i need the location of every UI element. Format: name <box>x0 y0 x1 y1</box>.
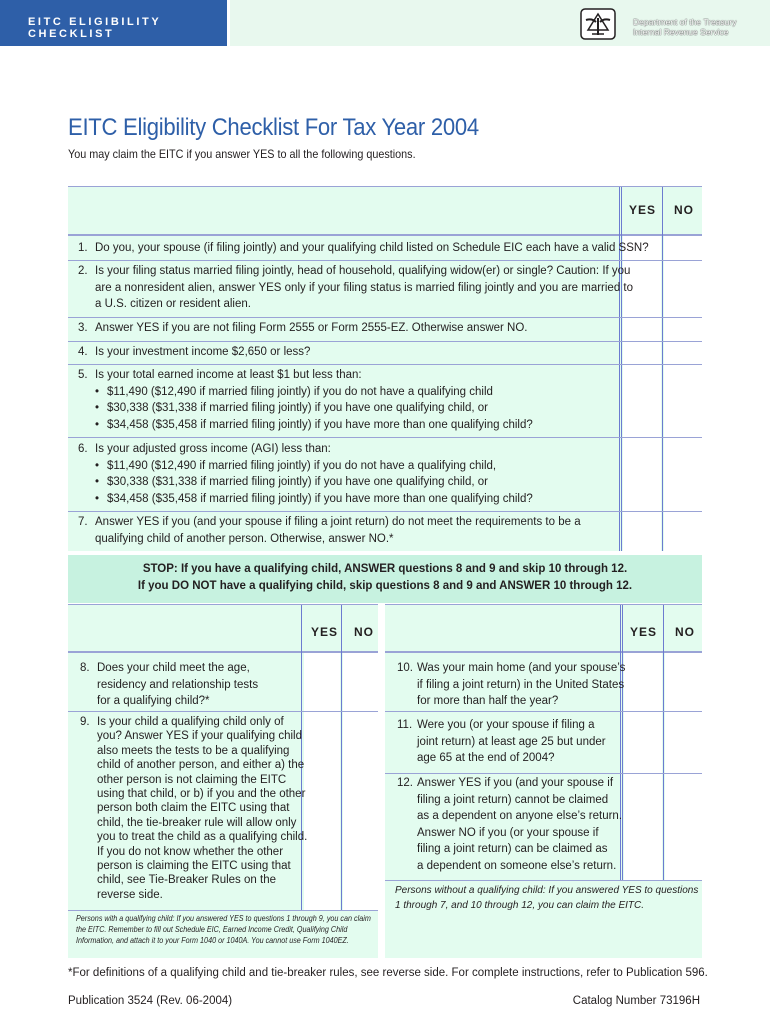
question-text: using that child, or b) if you and the other <box>97 788 306 801</box>
question-text: you? Answer YES if your qualifying child <box>97 730 302 743</box>
question-text: a dependent on someone else’s return. <box>417 859 617 872</box>
row-separator <box>68 317 702 318</box>
question-number: 6. <box>78 443 88 455</box>
question-number: 7. <box>78 516 88 528</box>
question-text: person both claim the EITC using that <box>97 802 290 815</box>
question-number: 11. <box>397 719 413 731</box>
stop-instructions <box>68 555 702 603</box>
question-text: as a dependent on anyone else’s return. <box>417 810 623 822</box>
question-number: 2. <box>78 265 88 277</box>
row-separator <box>68 341 702 342</box>
question-text: you to treat the child as a qualifying child. <box>97 831 308 844</box>
row-separator <box>68 511 702 512</box>
question-text: Is your child a qualifying child only of <box>97 716 284 728</box>
row-separator <box>68 910 378 911</box>
question-text: Do you, your spouse (if filing jointly) and your qualifying child listed on Schedule EIC each have a valid SSN? <box>95 242 649 254</box>
no-answer-column[interactable] <box>343 653 378 910</box>
footnote: *For definitions of a qualifying child and tie-breaker rules, see reverse side. For complete instructions, refer to Publication 596. <box>68 967 708 979</box>
no-column-header: NO <box>674 203 694 217</box>
page-title: EITC Eligibility Checklist For Tax Year 2004 <box>68 114 479 141</box>
note-line: Persons without a qualifying child: If you answered YES to questions <box>395 885 699 896</box>
qualifying-child-note <box>76 913 371 946</box>
right-header-row <box>385 605 702 653</box>
question-text: for a qualifying child?* <box>97 695 210 707</box>
question-text: Does your child meet the age, <box>97 662 250 674</box>
row-separator <box>385 880 702 881</box>
left-header-row <box>68 605 378 653</box>
main-checklist <box>68 186 702 551</box>
publication-number: Publication 3524 (Rev. 06-2004) <box>68 995 233 1007</box>
question-text: child, the tie-breaker rule will allow only <box>97 816 297 829</box>
question-number: 5. <box>78 369 88 381</box>
no-column-divider <box>663 605 664 880</box>
no-qualifying-child-note <box>395 884 698 913</box>
question-number: 9. <box>80 716 90 728</box>
question-text: child, see Tie-Breaker Rules on the <box>97 874 276 887</box>
row-separator <box>68 437 702 438</box>
yes-column-header: YES <box>311 625 339 639</box>
bullet-item: • $11,490 ($12,490 if married filing jointly) if you do not have a qualifying child, <box>95 458 533 475</box>
yes-column-header: YES <box>630 625 658 639</box>
qualifying-child-section <box>68 604 378 958</box>
stop-line-2: If you DO NOT have a qualifying child, skip questions 8 and 9 and ANSWER 10 through 12. <box>137 580 633 592</box>
page-subtitle: You may claim the EITC if you answer YES to all the following questions. <box>68 147 416 161</box>
question-text: for more than half the year? <box>417 695 559 707</box>
question-text: Answer NO if you (or your spouse if <box>417 826 599 839</box>
question-text: If you do not know whether the other <box>97 845 284 858</box>
no-column-divider <box>341 605 342 910</box>
question-text: filing a joint return) cannot be claimed <box>417 793 609 806</box>
header-tab <box>0 0 227 46</box>
question-number: 10. <box>397 662 413 674</box>
question-number: 1. <box>78 242 88 254</box>
question-text: Was your main home (and your spouse’s <box>417 662 626 674</box>
department-name <box>633 17 736 37</box>
row-separator <box>68 260 702 261</box>
question-text: other person is not claiming the EITC <box>97 773 287 786</box>
main-header-row <box>68 187 702 236</box>
question-text: also meets the tests to be a qualifying <box>97 744 290 757</box>
yes-column-header: YES <box>629 203 657 217</box>
no-qualifying-child-section <box>385 604 702 958</box>
no-column-header: NO <box>354 625 374 639</box>
question-text: joint return) at least age 25 but under <box>417 735 606 748</box>
row-separator <box>68 364 702 365</box>
note-line: 1 through 7, and 10 through 12, you can claim the EITC. <box>395 899 645 911</box>
question-number: 8. <box>80 662 90 674</box>
question-text: filing a joint return) can be claimed as <box>417 843 608 855</box>
note-line: Information, and attach it to your Form 1040 or 1040A. You cannot use Form 1040EZ. <box>76 936 349 945</box>
question-text: Answer YES if you (and your spouse if filing a joint return) do not meet the requirements to be a <box>95 516 581 528</box>
question-text: Were you (or your spouse if filing a <box>417 719 595 731</box>
row-separator <box>385 773 702 774</box>
note-line: the EITC. Remember to fill out Schedule EIC, Earned Income Credit, Qualifying Child <box>76 925 348 934</box>
yes-answer-column[interactable] <box>624 653 662 880</box>
question-text: Answer YES if you are not filing Form 2555 or Form 2555-EZ. Otherwise answer NO. <box>95 322 528 334</box>
header-tab-label: EITC ELIGIBILITY CHECKLIST <box>28 16 162 40</box>
bullet-item: • $11,490 ($12,490 if married filing jointly) if you do not have a qualifying child <box>95 384 533 401</box>
question-number: 3. <box>78 322 88 334</box>
question-text: reverse side. <box>97 888 163 901</box>
question-text: Answer YES if you (and your spouse if <box>417 777 614 789</box>
question-text: person is claiming the EITC using that <box>97 860 291 873</box>
note-line: Persons with a qualifying child: If you answered YES to questions 1 through 9, you can claim <box>76 914 371 923</box>
question-text: qualifying child of another person. Otherwise, answer NO.* <box>95 532 394 545</box>
question-text: a U.S. citizen or resident alien. <box>95 298 251 310</box>
question-number: 12. <box>397 777 413 789</box>
no-column-header: NO <box>675 625 695 639</box>
no-column-divider <box>662 187 663 551</box>
stop-line-1: STOP: If you have a qualifying child, ANSWER questions 8 and 9 and skip 10 through 12. <box>142 563 628 575</box>
row-separator <box>68 711 378 712</box>
no-answer-column[interactable] <box>665 653 702 880</box>
question-text: if filing a joint return) in the United States <box>417 678 625 691</box>
catalog-number: Catalog Number 73196H <box>572 995 700 1007</box>
no-answer-column[interactable] <box>664 236 702 551</box>
question-text: Is your filing status married filing jointly, head of household, qualifying widow(er) or single? Caution: If you <box>95 265 631 277</box>
yes-answer-column[interactable] <box>304 653 340 910</box>
bullet-item: • $34,458 ($35,458 if married filing jointly) if you have more than one qualifying child? <box>95 417 533 434</box>
dept-line1: Department of the Treasury <box>633 17 737 27</box>
bullet-item: • $30,338 ($31,338 if married filing jointly) if you have one qualifying child, or <box>95 400 533 417</box>
bullet-item: • $30,338 ($31,338 if married filing jointly) if you have one qualifying child, or <box>95 474 533 491</box>
row-separator <box>385 711 702 712</box>
dept-line2: Internal Revenue Service <box>633 27 729 37</box>
question-text: Is your investment income $2,650 or less? <box>95 346 311 358</box>
question-text: are a nonresident alien, answer YES only if your filing status is married filing jointly and you are married to <box>95 281 634 294</box>
bullet-item: • $34,458 ($35,458 if married filing jointly) if you have more than one qualifying child? <box>95 491 533 508</box>
question-text: Is your total earned income at least $1 but less than: <box>95 369 362 381</box>
question-text: age 65 at the end of 2004? <box>417 752 555 764</box>
question-number: 4. <box>78 346 88 358</box>
question-text: residency and relationship tests <box>97 678 259 691</box>
question-text: child of another person, and either a) the <box>97 759 305 772</box>
irs-eagle-seal-icon <box>580 8 616 40</box>
question-text: Is your adjusted gross income (AGI) less than: <box>95 443 331 455</box>
